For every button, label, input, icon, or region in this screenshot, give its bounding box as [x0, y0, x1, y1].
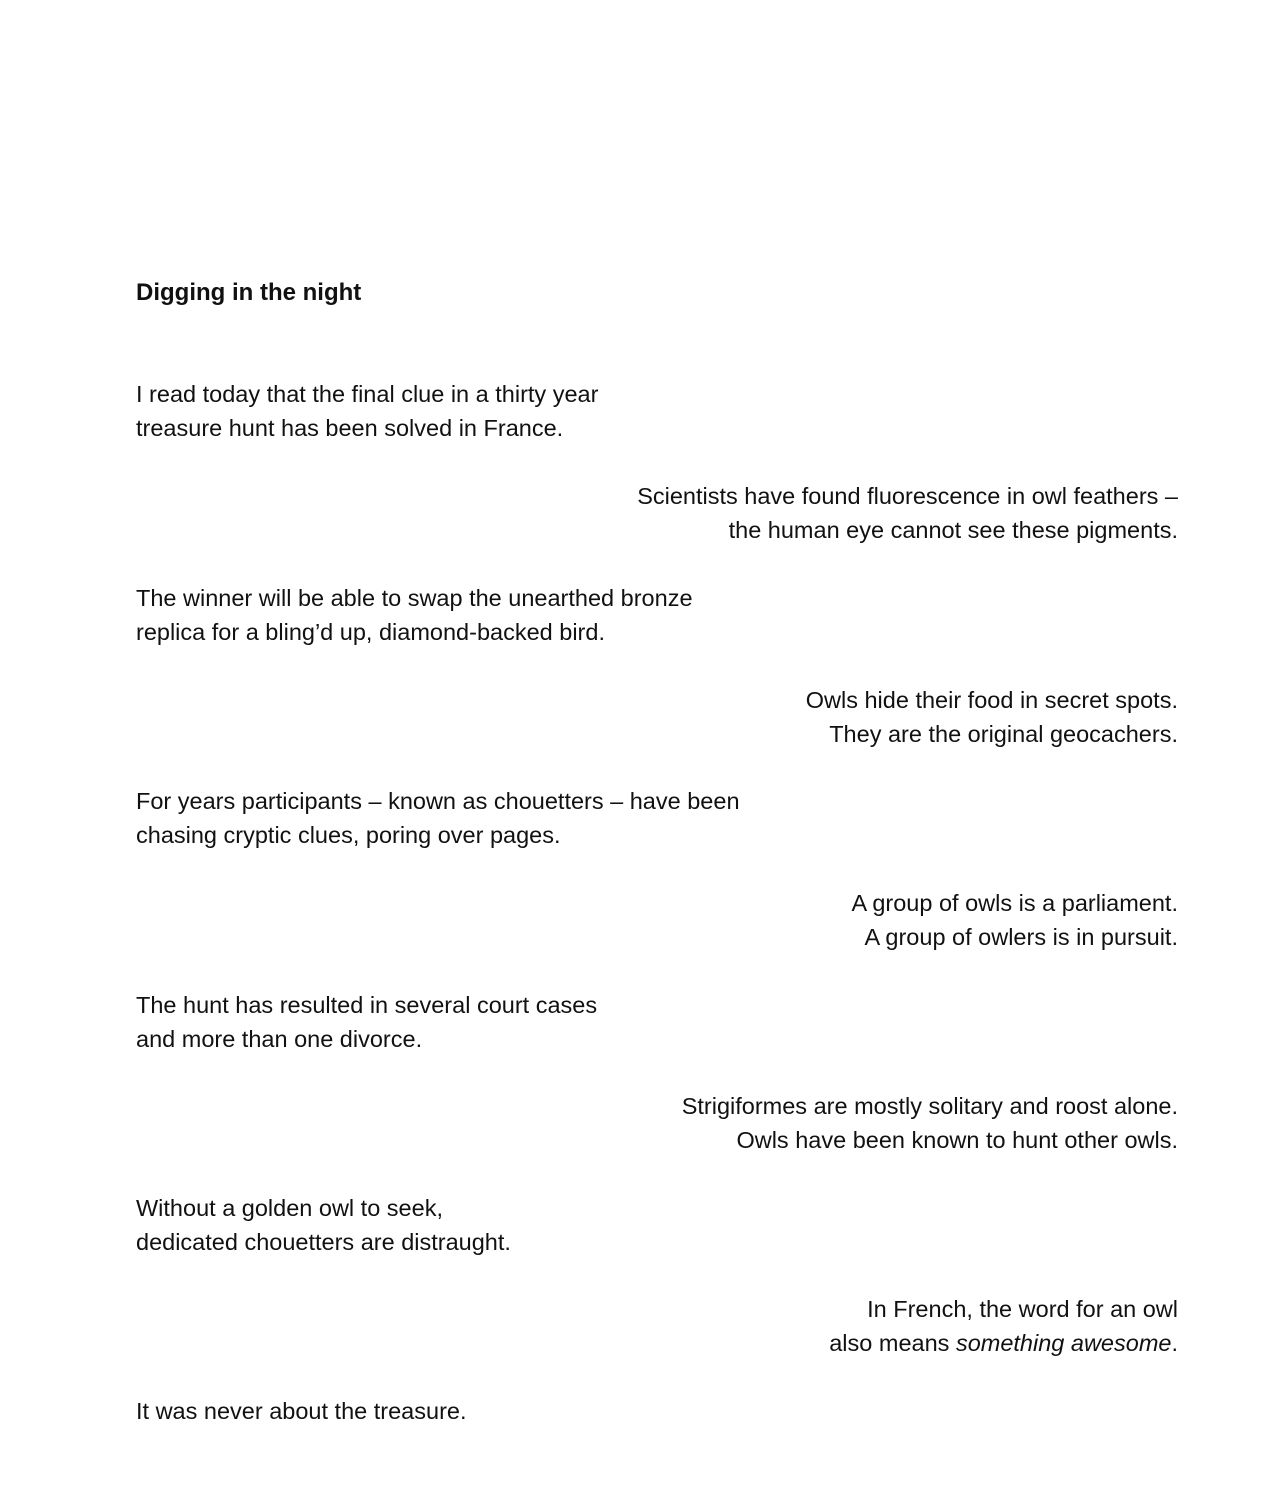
stanza-11 — [136, 1394, 467, 1428]
poem-line: The hunt has resulted in several court cases — [136, 992, 598, 1018]
line-prefix: also means — [829, 1330, 956, 1356]
poem-line: It was never about the treasure. — [136, 1398, 467, 1424]
poem-line: the human eye cannot see these pigments. — [728, 517, 1178, 543]
stanza-8 — [682, 1089, 1178, 1157]
stanza-2 — [637, 479, 1178, 547]
poem-line: A group of owlers is in pursuit. — [864, 924, 1178, 950]
poem-line: I read today that the final clue in a thirty year — [136, 381, 599, 407]
line-suffix: . — [1171, 1330, 1178, 1356]
stanza-10 — [829, 1292, 1178, 1360]
poem-line: Owls have been known to hunt other owls. — [736, 1127, 1178, 1153]
stanza-4 — [806, 683, 1178, 751]
poem-line: Scientists have found fluorescence in owl feathers – — [637, 483, 1178, 509]
poem-line: and more than one divorce. — [136, 1026, 423, 1052]
stanza-1 — [136, 377, 598, 445]
poem-line: Without a golden owl to seek, — [136, 1195, 443, 1221]
poem-line: Owls hide their food in secret spots. — [805, 687, 1178, 713]
poem-line: A group of owls is a parliament. — [851, 890, 1178, 916]
poem-line: They are the original geocachers. — [829, 721, 1178, 747]
poem-line: replica for a bling’d up, diamond-backed bird. — [136, 619, 605, 645]
poem-line: chasing cryptic clues, poring over pages. — [136, 822, 561, 848]
stanza-9 — [136, 1191, 511, 1259]
poem-line: In French, the word for an owl — [867, 1296, 1178, 1322]
poem-line: Strigiformes are mostly solitary and roost alone. — [681, 1093, 1178, 1119]
stanza-7 — [136, 988, 597, 1056]
poem-line: The winner will be able to swap the unearthed bronze — [136, 585, 693, 611]
emphasized-phrase: something awesome — [955, 1330, 1172, 1356]
poem-line: dedicated chouetters are distraught. — [136, 1229, 511, 1255]
poem-line: For years participants – known as chouetters – have been — [136, 788, 740, 814]
stanza-5 — [136, 784, 740, 852]
stanza-3 — [136, 581, 693, 649]
stanza-6 — [851, 886, 1178, 954]
poem-line-with-emphasis — [829, 1326, 1178, 1360]
poem-title: Digging in the night — [136, 279, 362, 306]
poem-line: treasure hunt has been solved in France. — [136, 415, 564, 441]
